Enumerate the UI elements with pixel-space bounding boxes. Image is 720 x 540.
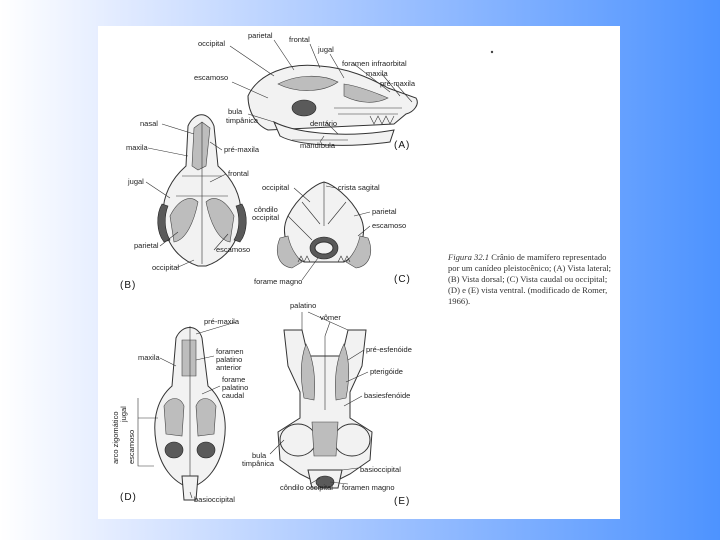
b-label-maxila: maxila <box>126 143 148 152</box>
panel-b-dorsal-skull <box>158 115 247 266</box>
c-label-condilo-1: côndilo <box>254 205 278 214</box>
e-label-palatino: palatino <box>290 301 317 310</box>
a-label-bula-1: bula <box>228 107 243 116</box>
d-label-foramen-2: palatino <box>216 355 243 364</box>
b-label-escamoso: escamoso <box>216 245 251 254</box>
d-label-foramen-1: foramen <box>216 347 244 356</box>
panel-label-b: (B) <box>120 280 137 291</box>
e-label-pre-esfenoide: pré-esfenóide <box>366 345 412 354</box>
b-label-parietal: parietal <box>134 241 159 250</box>
a-label-maxila: maxila <box>366 69 388 78</box>
e-label-bula-2: timpânica <box>242 459 275 468</box>
a-label-dentario: dentário <box>310 119 338 128</box>
b-label-pre-maxila: pré-maxila <box>224 145 260 154</box>
d-label-arco-zigomatico: arco zigomático <box>111 411 120 464</box>
a-label-frontal: frontal <box>289 35 310 44</box>
a-label-pre-maxila: pré-maxila <box>380 79 416 88</box>
e-label-foramen-magno: foramen magno <box>342 483 395 492</box>
d-label-forame-3: caudal <box>222 391 245 400</box>
figure-page <box>98 26 620 519</box>
d-label-escamoso: escamoso <box>127 429 136 464</box>
e-label-pterigoide: pterigóide <box>370 367 403 376</box>
a-label-escamoso: escamoso <box>194 73 229 82</box>
c-label-condilo-2: occipital <box>252 213 280 222</box>
b-label-frontal: frontal <box>228 169 249 178</box>
c-label-parietal: parietal <box>372 207 397 216</box>
panel-label-d: (D) <box>120 492 137 503</box>
e-label-condilo-occipital: côndilo occipital <box>280 483 333 492</box>
d-label-jugal: jugal <box>119 406 128 422</box>
b-label-jugal: jugal <box>128 177 144 186</box>
e-label-basiesfenoide: basiesfenóide <box>364 391 411 400</box>
panel-d-ventral-skull <box>155 326 225 500</box>
panel-label-a: (A) <box>394 140 411 151</box>
d-label-forame-1: forame <box>222 375 246 384</box>
figure-caption <box>448 252 620 307</box>
caption-title: Figura 32.1 <box>448 252 490 262</box>
b-label-nasal: nasal <box>140 119 158 128</box>
b-label-occipital: occipital <box>152 263 180 272</box>
caption-body: Crânio de mamífero representado por um canídeo pleistocênico; (A) Vista lateral; (B) Vista dorsal; (C) Vista caudal ou occipital; (D) e (E) vista ventral. (modificado de Romer, 1966). <box>448 252 612 306</box>
d-label-foramen-3: anterior <box>216 363 242 372</box>
a-label-parietal: parietal <box>248 31 273 40</box>
c-label-forame-magno: forame magno <box>254 277 303 286</box>
e-label-bula-1: bula <box>252 451 267 460</box>
a-label-bula-2: timpânica <box>226 116 259 125</box>
d-label-basioccipital: basioccipital <box>194 495 235 504</box>
a-label-foramen-infraorbital: foramen infraorbital <box>342 59 407 68</box>
panel-a-lateral-skull <box>248 65 417 145</box>
d-label-maxila: maxila <box>138 353 160 362</box>
a-label-mandibula: mandíbula <box>300 141 336 150</box>
panel-c-occipital-skull <box>277 182 370 268</box>
panel-label-c: (C) <box>394 274 411 285</box>
a-label-occipital: occipital <box>198 39 226 48</box>
e-label-vomer: vômer <box>320 313 341 322</box>
c-label-occipital: occipital <box>262 183 290 192</box>
speck-mark <box>491 51 493 53</box>
c-label-crista-sagital: crista sagital <box>338 183 380 192</box>
d-label-forame-2: palatino <box>222 383 249 392</box>
panel-label-e: (E) <box>394 496 411 507</box>
d-label-pre-maxila: pré-maxila <box>204 317 240 326</box>
c-label-escamoso: escamoso <box>372 221 407 230</box>
a-label-jugal: jugal <box>318 45 334 54</box>
e-label-basioccipital: basioccipital <box>360 465 401 474</box>
